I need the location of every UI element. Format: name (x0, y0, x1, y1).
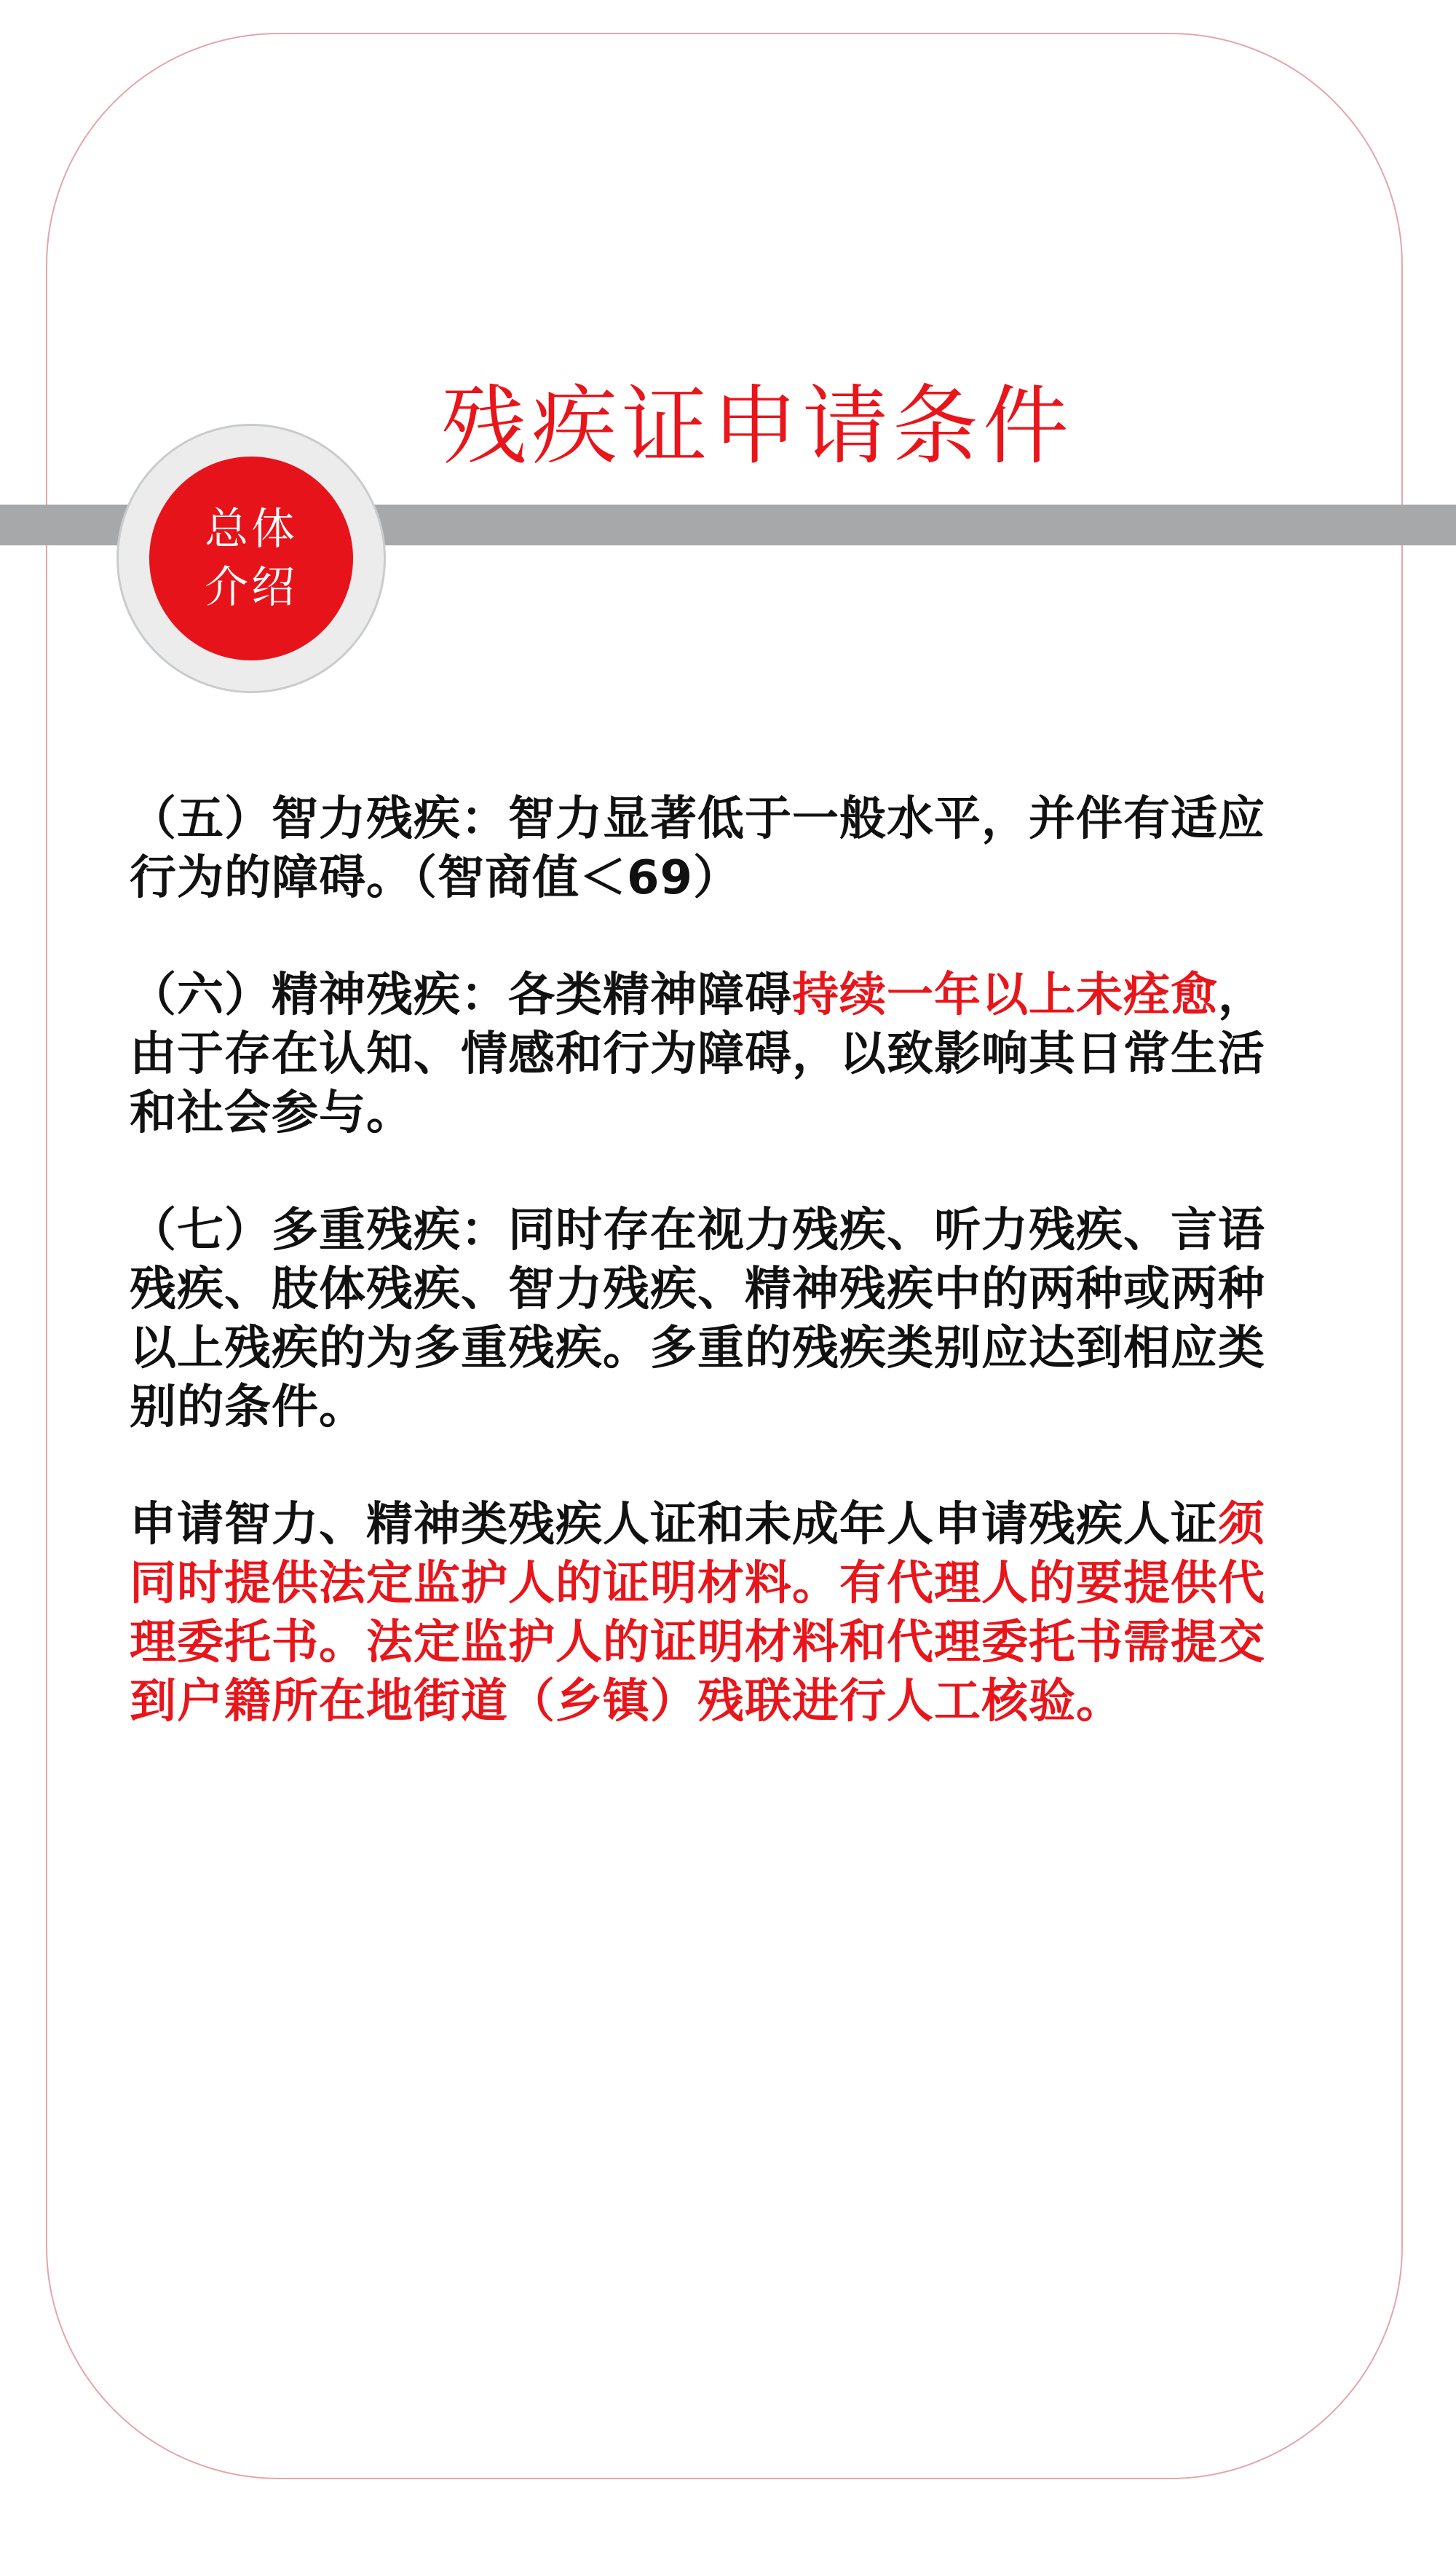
paragraph-mental-disability-highlight: 持续一年以上未痊愈 (792, 968, 1218, 1022)
paragraph-mental-disability (130, 966, 1294, 1143)
paragraph-mental-disability-text-end: ，由于存在认知、情感和行为障碍，以致影响其日常生活和社会参与。 (130, 968, 1265, 1140)
paragraph-guardian-requirements (130, 1496, 1294, 1731)
paragraph-guardian-highlight: 须同时提供法定监护人的证明材料。有代理人的要提供代理委托书。法定监护人的证明材料和代理委托书需提交到户籍所在地街道（乡镇）残联进行人工核验。 (130, 1498, 1265, 1729)
badge-label-line2: 介绍 (205, 562, 298, 613)
paragraph-guardian-text-start: 申请智力、精神类残疾人证和未成年人申请残疾人证 (130, 1498, 1218, 1552)
badge-label-line1: 总体 (205, 504, 298, 555)
section-badge (149, 457, 353, 660)
paragraph-mental-disability-text-start: （六）精神残疾：各类精神障碍 (130, 968, 792, 1022)
page-title: 残疾证申请条件 (440, 376, 1073, 476)
main-content (130, 790, 1294, 1790)
paragraph-multiple-disability: （七）多重残疾：同时存在视力残疾、听力残疾、言语残疾、肢体残疾、智力残疾、精神残疾中的两种或两种以上残疾的为多重残疾。多重的残疾类别应达到相应类别的条件。 (130, 1204, 1265, 1434)
paragraph-intellectual-disability: （五）智力残疾：智力显著低于一般水平，并伴有适应行为的障碍。（智商值＜69） (130, 792, 1265, 905)
